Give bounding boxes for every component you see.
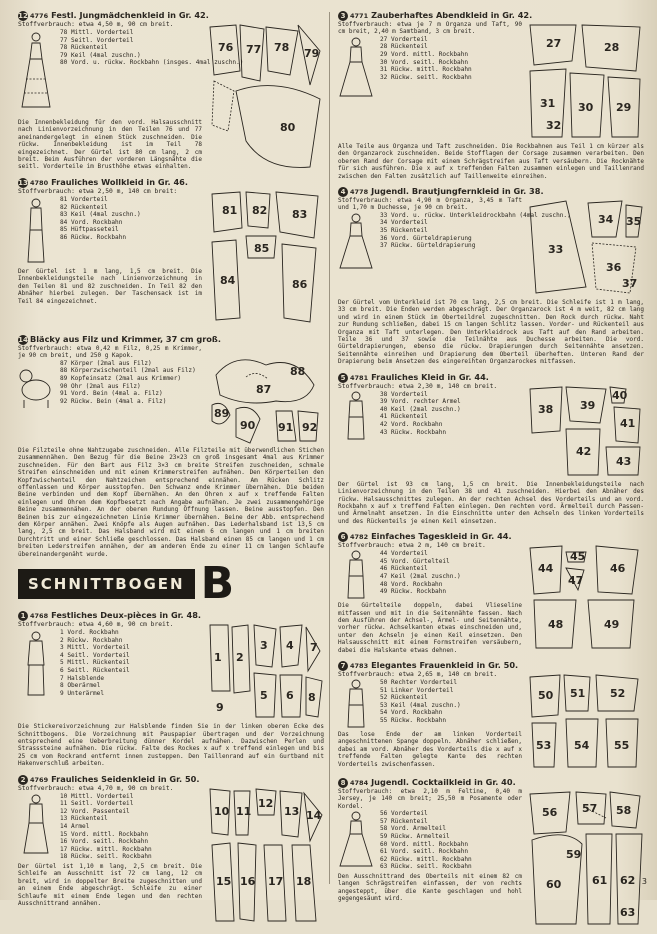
banner-letter: B xyxy=(200,558,235,610)
entry-number: 13 xyxy=(18,179,28,187)
svg-text:3: 3 xyxy=(260,639,268,653)
part-item: 61 Vord. seitl. Rockbahn xyxy=(380,848,469,856)
toy-dog-illustration xyxy=(18,360,54,410)
entry-header xyxy=(338,660,644,671)
part-item: 28 Rückenteil xyxy=(380,43,428,51)
part-item: 79 Keil (4mal zuschn.) xyxy=(60,51,141,59)
svg-text:1: 1 xyxy=(214,651,222,665)
svg-text:76: 76 xyxy=(218,41,234,54)
entry-number: 5 xyxy=(338,373,348,383)
entry-number: 2 xyxy=(18,775,28,785)
part-item: 54 Vord. Rockbahn xyxy=(380,709,443,717)
parts-list xyxy=(58,793,152,861)
svg-text:50: 50 xyxy=(538,688,554,702)
fashion-illustration xyxy=(18,793,54,857)
part-item: 78 Mittl. Vorderteil xyxy=(60,29,134,36)
entry-header xyxy=(18,610,324,621)
part-item: 84 Vord. Rockbahn xyxy=(60,218,123,226)
svg-text:6: 6 xyxy=(286,689,294,703)
part-item: 48 Vord. Rockbahn xyxy=(380,580,443,588)
svg-text:78: 78 xyxy=(274,41,290,54)
fashion-illustration xyxy=(338,212,374,272)
part-item: 83 Keil (4mal zuschn.) xyxy=(60,211,141,219)
part-item: 7 Halsblende xyxy=(60,674,105,682)
svg-text:90: 90 xyxy=(240,419,256,432)
part-item: 12 Vord. Passenteil xyxy=(60,807,130,815)
part-item: 40 Keil (2mal zuschn.) xyxy=(380,405,461,413)
entry-code: 4780 xyxy=(30,179,49,187)
part-item: 58 Vord. Ärmelteil xyxy=(380,825,447,833)
svg-text:31: 31 xyxy=(540,97,556,110)
entry-code: 4784 xyxy=(350,778,369,787)
fashion-illustration xyxy=(338,391,374,441)
svg-text:27: 27 xyxy=(546,37,562,50)
entry-number: 3 xyxy=(338,11,348,21)
part-item: 30 Vord. seitl. Rockbahn xyxy=(380,58,469,66)
instructions-text: Alle Teile aus Organza und Taft zuschneiden. Die Rockbahnen aus Teil 1 cm kürzer als den Organzarock zuschneiden. Beide Stofflagen der Corsage zusammen verarbeiten. Den oberen Rand der Corsage mit einem Schrägstreifen aus Taft versäubern. Die Rocknähte für sich ausführen. Die x auf x treffenden Falten zusammen einlegen und Taillenrand zwischen den Falten zusätzlich auf Taillenweite einreihen. xyxy=(338,143,644,180)
parts-list xyxy=(378,550,461,600)
svg-text:92: 92 xyxy=(302,421,318,434)
entry-number: 7 xyxy=(338,661,348,671)
entry-code: 4768 xyxy=(30,612,49,621)
part-item: 33 Vord. u. rückw. Unterkleidrockbahn (4mal zuschn.) xyxy=(380,211,571,219)
part-item: 55 Rückw. Rockbahn xyxy=(380,716,447,724)
svg-text:33: 33 xyxy=(548,243,564,257)
entry-code: 4778 xyxy=(350,188,369,197)
svg-text:79: 79 xyxy=(304,47,320,60)
parts-list xyxy=(378,391,461,441)
svg-text:11: 11 xyxy=(236,804,252,818)
entry-number: 6 xyxy=(338,532,348,542)
pattern-entry-1 xyxy=(18,610,324,767)
entry-header xyxy=(338,186,644,197)
svg-text:89: 89 xyxy=(214,407,230,420)
svg-text:32: 32 xyxy=(546,119,562,132)
part-item: 91 Vord. Bein (4mal a. Filz) xyxy=(60,390,163,398)
svg-text:28: 28 xyxy=(604,41,620,54)
part-item: 17 Rückw. mittl. Rockbahn xyxy=(60,845,152,853)
part-item: 38 Vorderteil xyxy=(380,390,428,398)
entry-header xyxy=(338,372,644,383)
pattern-diagram xyxy=(526,197,644,297)
entry-title: Jugendl. Brautjungfernkleid in Gr. 38. xyxy=(371,186,544,197)
svg-text:80: 80 xyxy=(280,121,296,134)
material-usage: Stoffverbrauch: etwa 2 m, 140 cm breit. xyxy=(338,542,486,550)
parts-list xyxy=(378,810,472,871)
part-item: 59 Rückw. Ärmelteil xyxy=(380,832,450,840)
svg-text:16: 16 xyxy=(240,874,256,888)
svg-text:10: 10 xyxy=(214,804,230,818)
svg-text:5: 5 xyxy=(260,689,268,703)
entry-code: 4783 xyxy=(350,661,369,670)
part-item: 81 Vorderteil xyxy=(60,196,108,203)
svg-text:84: 84 xyxy=(220,274,236,287)
part-item: 31 Rückw. mittl. Rockbahn xyxy=(380,66,472,74)
part-item: 29 Vord. mittl. Rockbahn xyxy=(380,51,469,58)
entry-number: 8 xyxy=(338,778,348,788)
entry-number: 1 xyxy=(18,611,28,621)
parts-list xyxy=(378,36,472,100)
pattern-diagram xyxy=(206,621,324,721)
svg-text:2: 2 xyxy=(236,651,244,665)
fashion-illustration xyxy=(18,629,54,699)
instructions-text: Der Gürtel ist 1 m lang, 1,5 cm breit. Die Innenbekleidungsteile nach Linienvorzeichnung in den Teilen 81 und 82 zuschneiden. In Teil 82 den Abnäher hierbei zulegen. Der Taschensack ist im Teil 84 eingezeichnet. xyxy=(18,268,202,305)
material-usage: Stoffverbrauch: etwa 2,10 m Feltine, 0,40 m Jersey, je 140 cm breit; 25,50 m Posamente oder Kordel. xyxy=(338,787,522,810)
pattern-entry-2 xyxy=(18,774,324,925)
part-item: 16 Vord. seitl. Rockbahn xyxy=(60,838,149,846)
svg-text:15: 15 xyxy=(216,874,232,888)
svg-text:43: 43 xyxy=(616,454,632,468)
fashion-illustration xyxy=(338,810,374,870)
part-item: 88 Körperzwischenteil (2mal aus Filz) xyxy=(60,367,196,375)
fashion-illustration xyxy=(18,196,54,266)
part-item: 90 Ohr (2mal aus Filz) xyxy=(60,382,141,390)
svg-text:17: 17 xyxy=(268,874,284,888)
page-number: 3 xyxy=(641,877,647,886)
pattern-diagram xyxy=(526,21,644,141)
svg-text:38: 38 xyxy=(538,402,554,416)
part-item: 78 Rückenteil xyxy=(60,44,108,52)
entry-number: 12 xyxy=(18,12,28,20)
svg-text:83: 83 xyxy=(292,208,308,221)
part-item: 42 Vord. Rockbahn xyxy=(380,421,443,429)
entry-title: Zauberhaftes Abendkleid in Gr. 42. xyxy=(371,10,533,20)
part-item: 85 Hüftpasseteil xyxy=(60,226,119,234)
part-item: 50 Rechter Vorderteil xyxy=(380,678,458,686)
svg-text:29: 29 xyxy=(616,101,632,114)
svg-text:87: 87 xyxy=(256,383,272,396)
part-item: 11 Seitl. Vorderteil xyxy=(60,800,134,808)
svg-text:77: 77 xyxy=(246,43,262,56)
part-item: 44 Vorderteil xyxy=(380,550,428,558)
pattern-diagram xyxy=(206,345,324,445)
part-item: 51 Linker Vorderteil xyxy=(380,686,454,694)
svg-text:9: 9 xyxy=(216,701,224,715)
part-item: 53 Keil (4mal zuschn.) xyxy=(380,701,461,709)
parts-list xyxy=(58,629,130,699)
part-item: 46 Rückenteil xyxy=(380,565,428,573)
svg-text:55: 55 xyxy=(614,738,630,752)
part-item: 9 Unterärmel xyxy=(60,689,105,697)
svg-text:36: 36 xyxy=(606,261,622,275)
pattern-diagram xyxy=(206,188,324,328)
entry-code: 4769 xyxy=(30,775,49,784)
svg-text:34: 34 xyxy=(598,213,614,227)
pattern-entry-13 xyxy=(18,177,324,328)
part-item: 6 Seitl. Rückenteil xyxy=(60,667,130,675)
part-item: 5 Mittl. Rückenteil xyxy=(60,659,130,667)
pattern-entry-7 xyxy=(338,660,644,771)
svg-text:8: 8 xyxy=(308,691,316,705)
part-item: 1 Vord. Rockbahn xyxy=(60,629,119,637)
column-divider xyxy=(329,12,330,884)
part-item: 47 Keil (2mal zuschn.) xyxy=(380,572,461,580)
svg-text:48: 48 xyxy=(548,618,564,632)
material-usage: Stoffverbrauch: etwa je 7 m Organza und Taft, 90 cm breit, 2,40 m Samtband, 3 cm breit. xyxy=(338,21,522,36)
svg-text:35: 35 xyxy=(626,215,642,229)
svg-text:37: 37 xyxy=(622,277,638,291)
svg-text:45: 45 xyxy=(570,550,586,564)
part-item: 92 Rückw. Bein (4mal a. Filz) xyxy=(60,397,167,405)
instructions-text: Der Gürtel ist 93 cm lang, 1,5 cm breit. Die Innenbekleidungsteile nach Linienvorzeichnung in den Teilen 38 und 41 zuschneiden. Hierbei den Abnäher des rückw. Halsausschnittes zulegen. An der rechten Achsel des Vorderteils und an vord. Rockbahn x auf x treffend Falten einlegen. Den rechten vord. Ärmelteil durch Passen- und Ärmelnaht ansetzen. In die Einschnitte unter den Achseln des linken Vorderteils und des Rückenteils je einen Keil einsetzen. xyxy=(338,480,644,525)
section-banner xyxy=(18,558,324,610)
pattern-entry-5 xyxy=(338,372,644,525)
entry-title: Festliches Deux-pièces in Gr. 48. xyxy=(51,610,202,621)
pattern-entry-3 xyxy=(338,10,644,180)
right-column xyxy=(338,10,644,934)
pattern-diagram xyxy=(526,671,644,771)
material-usage: Stoffverbrauch: etwa 2,50 m, 140 cm breit: xyxy=(18,188,178,195)
part-item: 37 Rückw. Gürteldrapierung xyxy=(380,242,476,250)
svg-text:13: 13 xyxy=(284,804,300,818)
material-usage: Stoffverbrauch: etwa 4,50 m, 90 cm breit. xyxy=(18,21,174,28)
svg-text:49: 49 xyxy=(604,618,620,632)
part-item: 14 Ärmel xyxy=(60,822,90,830)
fashion-illustration xyxy=(18,29,54,117)
part-item: 41 Rückenteil xyxy=(380,413,428,421)
entry-code: 4781 xyxy=(350,373,369,382)
pattern-entry-14 xyxy=(18,334,324,558)
pattern-entry-4 xyxy=(338,186,644,366)
banner-title: SCHNITTBOGEN xyxy=(18,569,195,599)
entry-number: 14 xyxy=(18,336,28,344)
part-item: 89 Kopfeinsatz (2mal aus Krimmer) xyxy=(60,375,182,382)
entry-header xyxy=(338,531,644,542)
part-item: 43 Rückw. Rockbahn xyxy=(380,428,447,436)
part-item: 15 Vord. mittl. Rockbahn xyxy=(60,830,149,838)
part-item: 87 Körper (2mal aus Filz) xyxy=(60,359,152,367)
pattern-diagram xyxy=(526,788,644,928)
part-item: 86 Rückw. Rockbahn xyxy=(60,233,127,241)
part-item: 63 Rückw. seitl. Rockbahn xyxy=(380,863,472,871)
svg-text:61: 61 xyxy=(592,873,608,887)
pattern-diagram xyxy=(206,21,324,171)
part-item: 32 Rückw. seitl. Rockbahn xyxy=(380,73,472,81)
svg-text:59: 59 xyxy=(566,847,582,861)
part-item: 57 Rückenteil xyxy=(380,817,428,825)
entry-header xyxy=(18,177,324,188)
entry-header xyxy=(18,10,324,21)
pattern-entry-12 xyxy=(18,10,324,171)
part-item: 13 Rückenteil xyxy=(60,815,108,823)
svg-text:56: 56 xyxy=(542,805,558,819)
svg-text:63: 63 xyxy=(620,905,636,919)
entry-title: Frauliches Kleid in Gr. 44. xyxy=(371,371,489,382)
svg-text:62: 62 xyxy=(620,873,636,887)
entry-header xyxy=(18,774,324,785)
svg-text:54: 54 xyxy=(574,738,590,752)
material-usage: Stoffverbrauch: etwa 0,42 m Filz, 0,25 m Krimmer, je 90 cm breit, und 250 g Kapok. xyxy=(18,345,202,360)
pattern-diagram xyxy=(526,542,644,652)
part-item: 35 Rückenteil xyxy=(380,227,428,235)
svg-text:44: 44 xyxy=(538,562,554,576)
part-item: 27 Vorderteil xyxy=(380,35,428,43)
entry-header xyxy=(18,334,324,345)
entry-title: Einfaches Tageskleid in Gr. 44. xyxy=(371,531,512,542)
instructions-text: Die Innenbekleidung für den vord. Halsausschnitt nach Linienvorzeichnung in den Teilen 76 und 77 aneinandergelegt in einem Stück zuschneiden. Die rückw. Innenbekleidung ist im Teil 78 eingezeichnet. Der Gürtel ist 80 cm lang, 2 cm breit. Beim Ausführen der vorderen Längsnähte die seitl. Vorderteile im Brusthöhe etwas einhalten. xyxy=(18,119,202,171)
svg-text:81: 81 xyxy=(222,204,238,217)
instructions-text: Die Stickereivorzeichnung zur Halsblende finden Sie in der linken oberen Ecke des Schnittbogens. Die Vorzeichnung mit Pauspapier übertragen und der Vorzeichnung entsprechend eine Ueberbreitung dünner Kordel aufnähen. Dazwischen Perlen und Strasssteine aufnähen. Die rückw. Falte des Rockes x auf x treffend einlegen und bis 25 cm vom Rockrand entfernt innen zusteppen. Den Taillenrand auf ein Gurtband mit Hakenverschluß arbeiten. xyxy=(18,723,324,768)
material-usage: Stoffverbrauch: etwa 4,70 m, 90 cm breit. xyxy=(18,784,174,792)
entry-title: Elegantes Frauenkleid in Gr. 50. xyxy=(371,659,519,670)
part-item: 4 Seitl. Vorderteil xyxy=(60,651,130,659)
entry-header xyxy=(338,777,644,788)
svg-text:39: 39 xyxy=(580,398,596,412)
instructions-text: Die Filzteile ohne Nahtzugabe zuschneiden. Alle Filzteile mit überwendlichen Stichen zusammennähen. Den Bezug für die Beine 23×23 cm groß insgesamt 4mal aus Krimmer zuschneiden. Für den Bart aus Filz 3×3 cm breite Streifen zuschneiden, schmale Streifen einschneiden und mit einem Krimmerstreifen aufnähen. Den Körperteilen den Kopfzwischenteil den Nahtzeichen entsprechend einnähen. Am Rücken Schlitz offenlassen und Körper ausstopfen. Den Schwanz ende Krimmer übernähen. Die beiden Beine verbinden und dem Kopf übernähen. An den Ohren x auf x treffende Falten einlegen und Ohren dem Kopfbesetzt nach Angabe aufnähen. Je zwei zusammengehörige Beine zusammennähen. An der oberen Rundung Öffnung lassen. Beine ausstopfen. Den Beinen bis zur eingezeichneten Linie Krimmer übernähen. Beine der Abb. entsprechend dem Körper annähen. Zwei Knöpfe als Augen aufnähen. Das Lederhalsband ist 13,5 cm lang, 2,5 cm breit. Das Halsband wird mit einem 6 cm langen und 1 cm breiten Durchtritt und einer Schließe geschlossen. Das Halsband einen 85 cm langen und 1 cm breiten Lederstreifen annähen, der am anderen Ende zu einer 11 cm langen Schlaufe übereinandergenäht wurde. xyxy=(18,447,324,558)
entry-number: 4 xyxy=(338,187,348,197)
part-item: 36 Vord. Gürteldrapierung xyxy=(380,234,472,242)
part-item: 45 Vord. Gürtelteil xyxy=(380,557,450,565)
pattern-diagram xyxy=(206,785,324,925)
part-item: 80 Vord. u. rückw. Rockbahn (insges. 4mal zuschn.) xyxy=(60,59,244,67)
instructions-text: Das lose Ende der am linken Vorderteil angeschnittenen Spange doppeln. Abnäher schließen, dabei am vord. Abnäher des Vorderteils die x auf x treffende Falten gelegte Kante des rechten Vorderteils zwischenfassen. xyxy=(338,730,522,768)
svg-text:82: 82 xyxy=(252,204,268,217)
svg-text:40: 40 xyxy=(612,388,628,402)
svg-text:53: 53 xyxy=(536,738,552,752)
svg-text:41: 41 xyxy=(620,416,636,430)
part-item: 60 Vord. mittl. Rockbahn xyxy=(380,840,469,848)
part-item: 18 Rückw. seitl. Rockbahn xyxy=(60,853,152,861)
svg-text:52: 52 xyxy=(610,686,626,700)
svg-text:4: 4 xyxy=(286,639,294,653)
parts-list xyxy=(58,360,196,410)
material-usage: Stoffverbrauch: etwa 2,30 m, 140 cm breit. xyxy=(338,382,498,390)
entry-code: 4782 xyxy=(350,533,369,542)
left-column xyxy=(18,10,324,931)
svg-text:46: 46 xyxy=(610,562,626,576)
svg-text:91: 91 xyxy=(278,421,294,434)
entry-code: 4776 xyxy=(30,12,49,20)
entry-code: 4771 xyxy=(350,12,369,20)
part-item: 34 Vorderteil xyxy=(380,219,428,227)
fashion-illustration xyxy=(338,36,374,100)
part-item: 49 Rückw. Rockbahn xyxy=(380,588,447,596)
part-item: 8 Oberärmel xyxy=(60,682,101,690)
entry-title: Festl. Jungmädchenkleid in Gr. 42. xyxy=(51,10,209,20)
fashion-illustration xyxy=(338,550,374,600)
pattern-entry-8 xyxy=(338,777,644,928)
instructions-text: Den Ausschnittrand des Oberteils mit einem 82 cm langen Schrägstreifen einfassen, der von rechts angesteppt, über die Kante geschlagen und hohl gegengesäumt wird. xyxy=(338,872,522,903)
part-item: 2 Rückw. Rockbahn xyxy=(60,636,123,644)
entry-title: Frauliches Seidenkleid in Gr. 50. xyxy=(51,773,200,784)
fashion-illustration xyxy=(338,679,374,729)
instructions-text: Der Gürtel vom Unterkleid ist 70 cm lang, 2,5 cm breit. Die Schleife ist 1 m lang, 33 cm breit. Die Enden werden abgeschrägt. Der Organzarock ist 4 m weit, 82 cm lang und wird in einem Stück im Oberteildrel zugeschnitten. Den Rock durch rückw. Naht zur Rundung schließen, dabei 15 cm langen Schlitz lassen. Vorder- und Rückenteil aus Organza mit Taft unterlegen. Den Unterkleidrock aus Taft auf den Rand arbeiten. Teile 36 und 37 sowie die Teilnähte aus Duchesse arbeiten. Die vord. Gürteldrapierungen, ebenso die rückw. Drapierungen durch Seitennähte ansetzen. Seitennähte einreihen und Drapierung dem Oberteil überheften. Unteren Rand der Drapierung beim Ansetzen des eingereihten Organzarockes mitfassen. xyxy=(338,299,644,366)
svg-text:51: 51 xyxy=(570,686,586,700)
svg-text:47: 47 xyxy=(568,574,584,588)
svg-text:58: 58 xyxy=(616,803,632,817)
part-item: 10 Mittl. Vorderteil xyxy=(60,792,134,800)
svg-text:14: 14 xyxy=(306,808,322,822)
svg-text:7: 7 xyxy=(310,641,318,655)
part-item: 3 Mittl. Vorderteil xyxy=(60,644,130,652)
entry-title: Jugendl. Cocktailkleid in Gr. 40. xyxy=(371,776,516,787)
svg-text:60: 60 xyxy=(546,877,562,891)
part-item: 56 Vorderteil xyxy=(380,810,428,818)
svg-text:88: 88 xyxy=(290,365,306,378)
part-item: 82 Rückenteil xyxy=(60,203,108,211)
svg-text:85: 85 xyxy=(254,242,270,255)
instructions-text: Der Gürtel ist 1,10 m lang, 2,5 cm breit. Die Schleife am Ausschnitt ist 72 cm lang, 12 cm breit, wird in doppelter Breite zugeschnitten und an einem Ende abgeschrägt. Schleife zu einer Schlaufe mit einem Ende legen und den rechten Ausschnittrand annähen. xyxy=(18,862,202,907)
material-usage: Stoffverbrauch: etwa 4,90 m Organza, 3,45 m Taft und 1,70 m Duchesse, je 90 cm breit. xyxy=(338,197,522,212)
pattern-diagram xyxy=(526,383,644,479)
part-item: 62 Rückw. mittl. Rockbahn xyxy=(380,855,472,863)
entry-title: Bläcky aus Filz und Krimmer, 37 cm groß. xyxy=(30,334,221,344)
svg-text:30: 30 xyxy=(578,101,594,114)
material-usage: Stoffverbrauch: etwa 2,65 m, 140 cm breit. xyxy=(338,670,498,678)
pattern-entry-6 xyxy=(338,531,644,654)
part-item: 77 Seitl. Vorderteil xyxy=(60,36,134,44)
instructions-text: Die Gürtelteile doppeln, dabei Vlieseline mitfassen und mit in die Seitennähte fassen. Nach dem Ausführen der Achsel-, Ärmel- und Seitennähte, vorher rückw. Achselkanten etwas einschneiden und, unter den Achseln je einen Keil einsetzen. Den Halsausschnitt mit einem Formstreifen versäubern, dabei die Halskante etwas dehnen. xyxy=(338,602,522,654)
svg-text:42: 42 xyxy=(576,444,592,458)
svg-text:12: 12 xyxy=(258,796,274,810)
material-usage: Stoffverbrauch: etwa 4,60 m, 90 cm breit. xyxy=(18,621,174,629)
parts-list xyxy=(58,196,141,266)
part-item: 39 Vord. rechter Ärmel xyxy=(380,398,461,406)
svg-text:18: 18 xyxy=(296,874,312,888)
svg-text:86: 86 xyxy=(292,278,308,291)
entry-title: Frauliches Wollkleid in Gr. 46. xyxy=(51,177,188,187)
part-item: 52 Rückenteil xyxy=(380,694,428,702)
svg-text:57: 57 xyxy=(582,801,598,815)
entry-header xyxy=(338,10,644,21)
parts-list xyxy=(378,679,461,729)
